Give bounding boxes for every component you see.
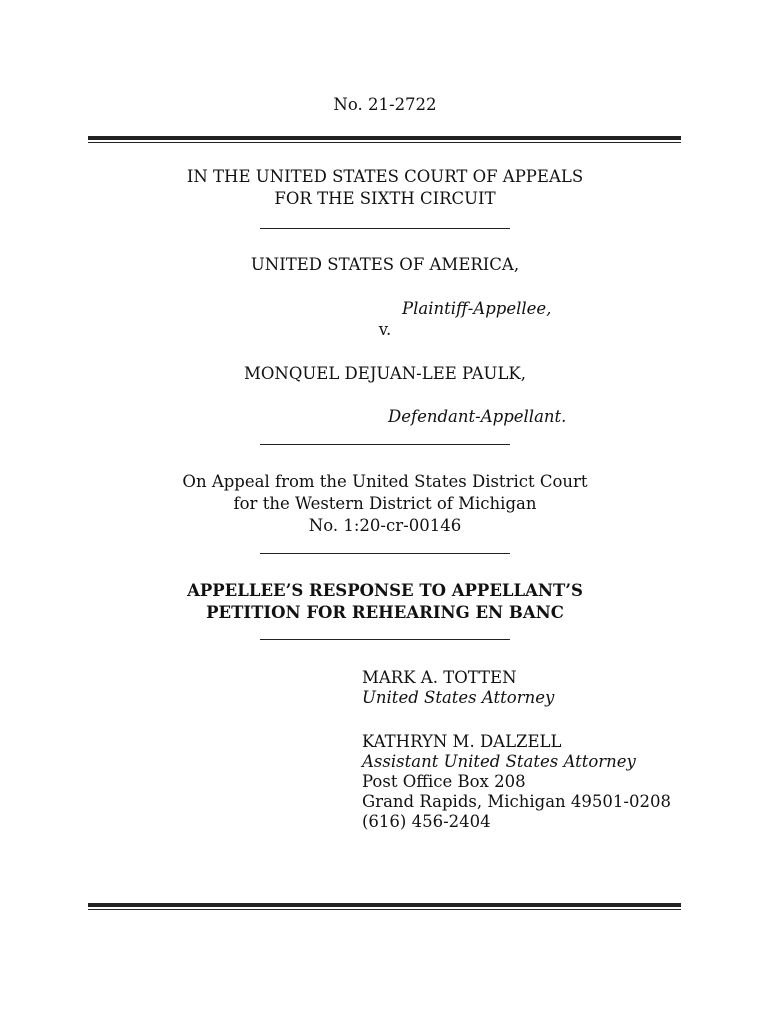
document-title-line2: PETITION FOR REHEARING EN BANC	[206, 603, 564, 622]
defendant-name: MONQUEL DEJUAN-LEE PAULK,	[244, 364, 526, 383]
appeal-line2: for the Western District of Michigan	[233, 494, 537, 513]
address-line2: Grand Rapids, Michigan 49501-0208	[362, 792, 671, 811]
attorney-title: United States Attorney	[362, 688, 555, 707]
plaintiff-role: Plaintiff-Appellee,	[402, 299, 552, 318]
document-title-line1: APPELLEE’S RESPONSE TO APPELLANT’S	[187, 581, 583, 600]
defendant-role: Defendant-Appellant.	[388, 407, 567, 426]
divider-4	[260, 639, 510, 640]
divider-3	[260, 553, 510, 554]
divider-1	[260, 228, 510, 229]
bottom-double-rule	[88, 903, 681, 907]
counsel-block	[362, 668, 671, 832]
appeal-line1: On Appeal from the United States District Court	[182, 472, 588, 491]
phone-number: (616) 456-2404	[362, 812, 491, 831]
divider-2	[260, 444, 510, 445]
plaintiff-name: UNITED STATES OF AMERICA,	[250, 255, 520, 274]
assistant-name: KATHRYN M. DALZELL	[362, 732, 562, 751]
court-name-line2: FOR THE SIXTH CIRCUIT	[274, 189, 496, 208]
assistant-title: Assistant United States Attorney	[362, 752, 636, 771]
address-line1: Post Office Box 208	[362, 772, 526, 791]
top-double-rule	[88, 136, 681, 140]
case-number: No. 21-2722	[333, 95, 437, 114]
attorney-name: MARK A. TOTTEN	[362, 668, 517, 687]
court-name-line1: IN THE UNITED STATES COURT OF APPEALS	[186, 167, 584, 186]
versus: v.	[378, 320, 392, 339]
appeal-case-number: No. 1:20-cr-00146	[308, 516, 462, 535]
